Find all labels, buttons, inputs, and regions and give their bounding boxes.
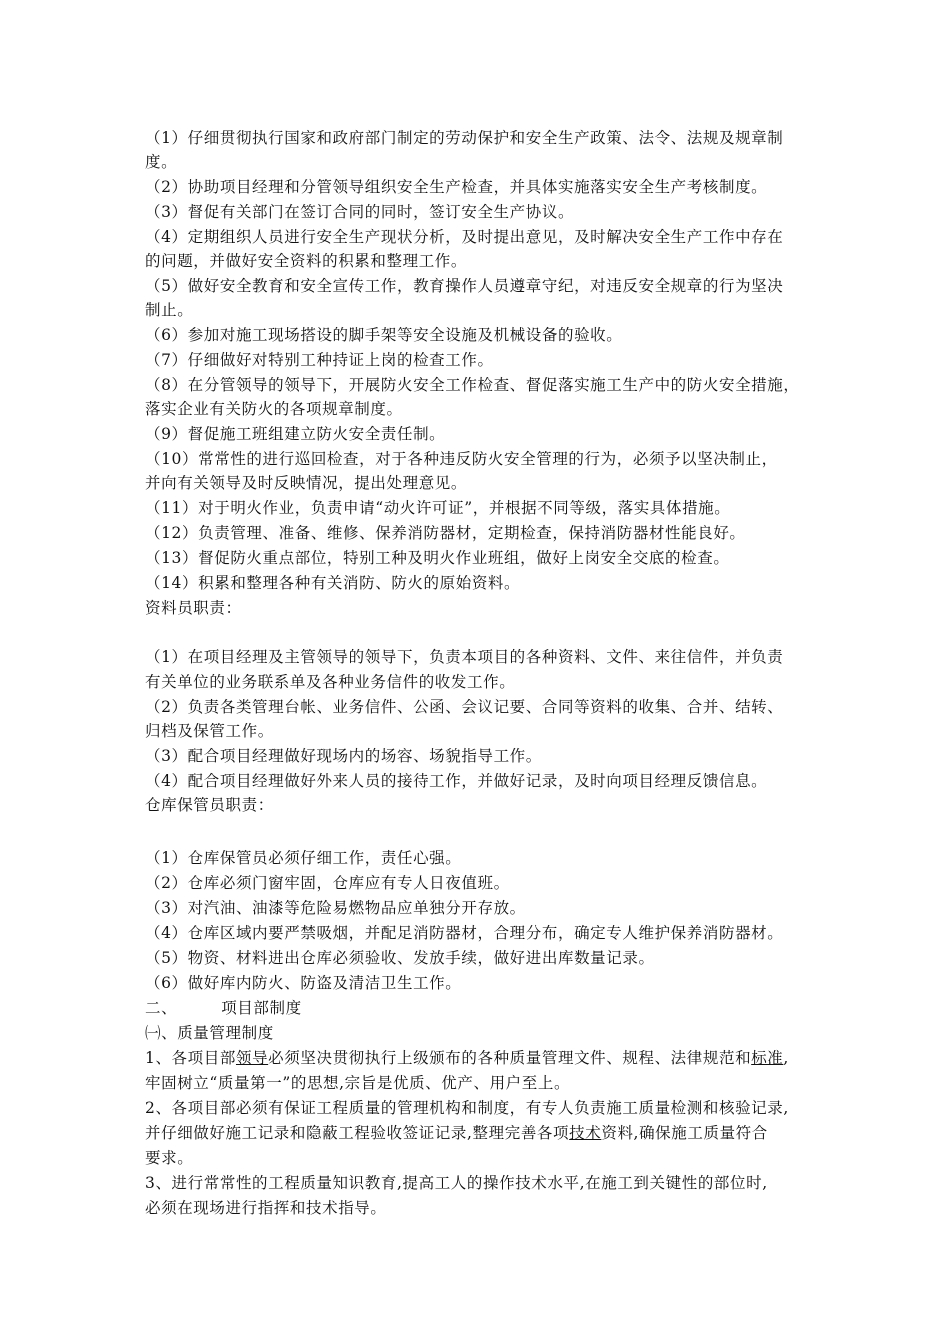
quality-paragraph-2-line-2 <box>145 1121 825 1145</box>
security-item-10-line-2: 并向有关领导及时反映情况，提出处理意见。 <box>145 474 468 492</box>
security-item-6: （6）参加对施工现场搭设的脚手架等安全设施及机械设备的验收。 <box>145 326 623 344</box>
archivist-item-4: （4）配合项目经理做好外来人员的接待工作，并做好记录，及时向项目经理反馈信息。 <box>145 772 768 790</box>
warehouse-item-5: （5）物资、材料进出仓库必须验收、发放手续，做好进出库数量记录。 <box>145 949 655 967</box>
archivist-heading: 资料员职责： <box>145 599 242 617</box>
quality-paragraph-3-line-2: 必须在现场进行指挥和技术指导。 <box>145 1199 387 1217</box>
security-item-5-line-2: 制止。 <box>145 301 194 319</box>
security-item-13: （13）督促防火重点部位，特别工种及明火作业班组，做好上岗安全交底的检查。 <box>145 549 730 567</box>
security-item-5-line-1: （5）做好安全教育和安全宣传工作，教育操作人员遵章守纪，对违反安全规章的行为坚决 <box>145 277 784 295</box>
quality-paragraph-1-line-2: 牢固树立“质量第一”的思想,宗旨是优质、优产、用户至上。 <box>145 1074 571 1092</box>
quality-p1-text-b: 必须坚决贯彻执行上级颁布的各种质量管理文件、规程、法律规范和 <box>268 1049 752 1067</box>
security-item-1-line-1: （1）仔细贯彻执行国家和政府部门制定的劳动保护和安全生产政策、法令、法规及规章制 <box>145 129 784 147</box>
security-item-3: （3）督促有关部门在签订合同的同时，签订安全生产协议。 <box>145 203 575 221</box>
security-item-4-line-2: 的问题，并做好安全资料的积累和整理工作。 <box>145 252 468 270</box>
security-item-8-line-1: （8）在分管领导的领导下，开展防火安全工作检查、督促落实施工生产中的防火安全措施， <box>145 376 800 394</box>
warehouse-item-1: （1）仓库保管员必须仔细工作，责任心强。 <box>145 849 462 867</box>
quality-p2-text-b: 资料,确保施工质量符合 <box>601 1124 768 1142</box>
warehouse-heading: 仓库保管员职责： <box>145 796 274 814</box>
quality-p1-text-a: 1、各项目部 <box>145 1049 236 1067</box>
security-item-2: （2）协助项目经理和分管领导组织安全生产检查，并具体实施落实安全生产考核制度。 <box>145 178 768 196</box>
section-2-number: 二、 <box>145 999 178 1017</box>
archivist-item-1-line-2: 有关单位的业务联系单及各种业务信件的收发工作。 <box>145 673 516 691</box>
security-item-1-line-2: 度。 <box>145 153 178 171</box>
archivist-item-1-line-1: （1）在项目经理及主管领导的领导下，负责本项目的各种资料、文件、来往信件，并负责 <box>145 648 784 666</box>
security-item-11: （11）对于明火作业，负责申请“动火许可证”，并根据不同等级，落实具体措施。 <box>145 499 731 517</box>
security-item-10-line-1: （10）常常性的进行巡回检查，对于各种违反防火安全管理的行为，必须予以坚决制止， <box>145 450 778 468</box>
archivist-item-2-line-1: （2）负责各类管理台帐、业务信件、公函、会议记要、合同等资料的收集、合并、结转、 <box>145 698 784 716</box>
technology-link[interactable]: 技术 <box>569 1124 602 1142</box>
quality-paragraph-2-line-1: 2、各项目部必须有保证工程质量的管理机构和制度，有专人负责施工质量检测和核验记录, <box>145 1099 789 1117</box>
archivist-item-3: （3）配合项目经理做好现场内的场容、场貌指导工作。 <box>145 747 542 765</box>
quality-management-heading: ㈠、质量管理制度 <box>145 1024 274 1042</box>
quality-p1-text-c: , <box>783 1049 789 1067</box>
security-item-9: （9）督促施工班组建立防火安全责任制。 <box>145 425 446 443</box>
quality-paragraph-1-line-1 <box>145 1046 825 1070</box>
quality-paragraph-3-line-1: 3、进行常常性的工程质量知识教育,提高工人的操作技术水平,在施工到关键性的部位时, <box>145 1174 768 1192</box>
quality-p2-text-a: 并仔细做好施工记录和隐蔽工程验收签证记录,整理完善各项 <box>145 1124 570 1142</box>
warehouse-item-6: （6）做好库内防火、防盗及清洁卫生工作。 <box>145 974 462 992</box>
leader-link[interactable]: 领导 <box>235 1049 269 1067</box>
section-2-title: 项目部制度 <box>221 999 302 1017</box>
warehouse-item-4: （4）仓库区域内要严禁吸烟，并配足消防器材，合理分布，确定专人维护保养消防器材。 <box>145 924 784 942</box>
security-item-8-line-2: 落实企业有关防火的各项规章制度。 <box>145 400 403 418</box>
archivist-item-2-line-2: 归档及保管工作。 <box>145 722 274 740</box>
security-item-12: （12）负责管理、准备、维修、保养消防器材，定期检查，保持消防器材性能良好。 <box>145 524 746 542</box>
quality-paragraph-2-line-3: 要求。 <box>145 1149 194 1167</box>
warehouse-item-3: （3）对汽油、油漆等危险易燃物品应单独分开存放。 <box>145 899 526 917</box>
security-item-14: （14）积累和整理各种有关消防、防火的原始资料。 <box>145 574 521 592</box>
section-2-heading <box>145 996 825 1020</box>
security-item-7: （7）仔细做好对特别工种持证上岗的检查工作。 <box>145 351 494 369</box>
standard-link[interactable]: 标准 <box>751 1049 784 1067</box>
warehouse-item-2: （2）仓库必须门窗牢固，仓库应有专人日夜值班。 <box>145 874 510 892</box>
security-item-4-line-1: （4）定期组织人员进行安全生产现状分析，及时提出意见，及时解决安全生产工作中存在 <box>145 228 784 246</box>
